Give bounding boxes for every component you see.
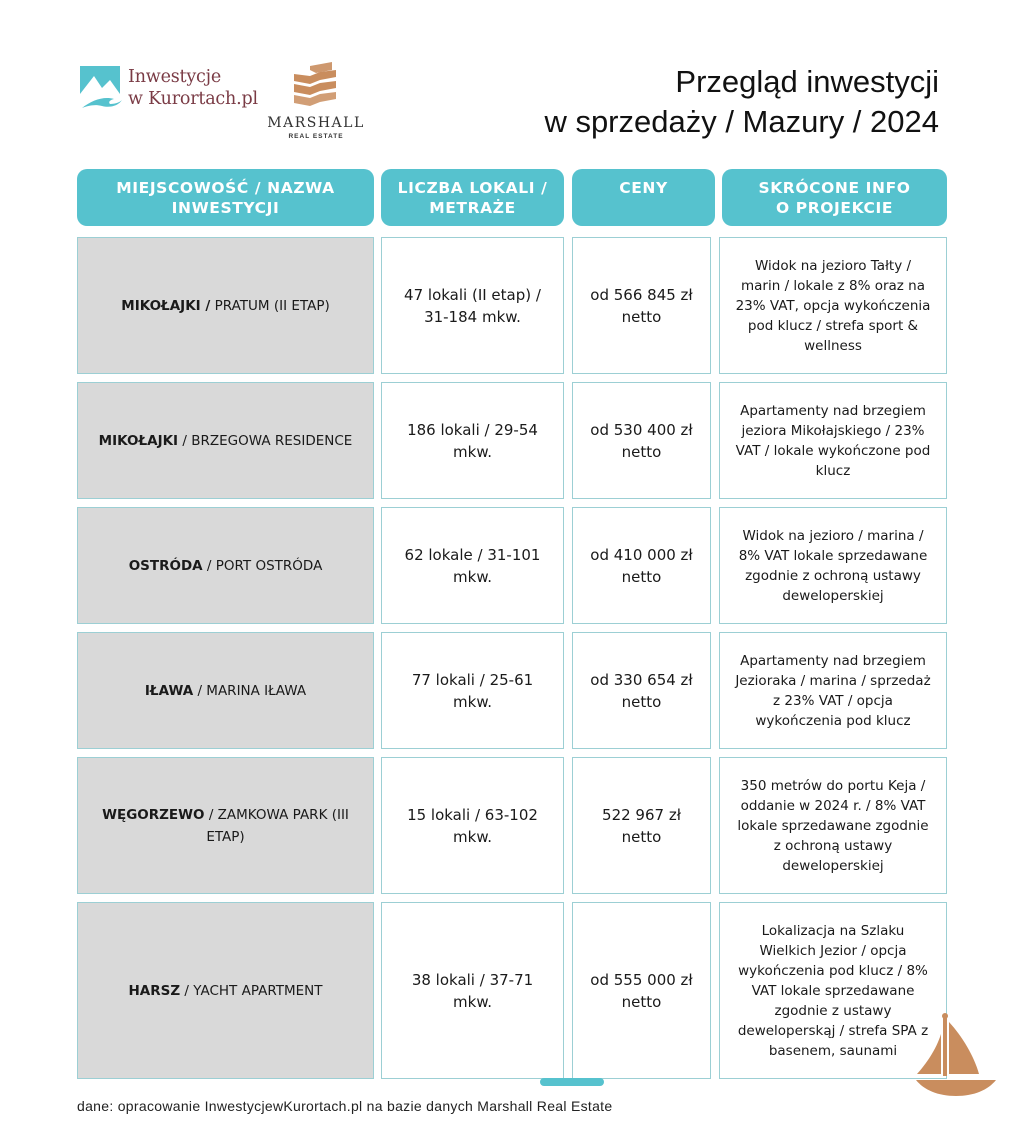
mountain-wave-icon (80, 66, 122, 110)
info-cell: Apartamenty nad brzegiem Jezioraka / marina / sprzedaż z 23% VAT / opcja wykończenia pod klucz (719, 632, 947, 749)
city-name: OSTRÓDA (128, 557, 203, 574)
header-prices (572, 169, 715, 226)
location-cell (77, 632, 374, 749)
title-line-1: Przegląd inwestycji (675, 64, 939, 99)
logo-line-1: Inwestycje (128, 67, 222, 87)
building-chevrons-icon (292, 62, 338, 106)
investment-name: PRATUM (II ETAP) (210, 297, 330, 314)
investment-name: / PORT OSTRÓDA (202, 557, 323, 574)
price-cell: 522 967 zł netto (572, 757, 711, 894)
marshall-subtitle: REAL ESTATE (288, 133, 344, 140)
city-name: IŁAWA (144, 682, 194, 699)
location-cell (77, 902, 374, 1079)
investment-name: / BRZEGOWA RESIDENCE (178, 432, 353, 449)
page-title (544, 62, 939, 142)
city-name: WĘGORZEWO (102, 806, 205, 823)
title-line-2: w sprzedaży / Mazury / 2024 (544, 104, 939, 139)
units-cell: 77 lokali / 25-61 mkw. (381, 632, 564, 749)
price-cell: od 566 845 zł netto (572, 237, 711, 374)
location-cell (77, 237, 374, 374)
units-cell: 47 lokali (II etap) / 31-184 mkw. (381, 237, 564, 374)
price-cell: od 555 000 zł netto (572, 902, 711, 1079)
logo-line-2: w Kurortach.pl (128, 89, 258, 109)
info-cell: Widok na jezioro Tałty / marin / lokale z 8% oraz na 23% VAT, opcja wykończenia pod klucz / strefa sport & wellness (719, 237, 947, 374)
sailboat-icon (912, 1012, 998, 1098)
location-cell (77, 507, 374, 624)
investment-name: / MARINA IŁAWA (193, 682, 307, 699)
header-location-line2: INWESTYCJI (171, 199, 280, 217)
price-cell: od 410 000 zł netto (572, 507, 711, 624)
marshall-name: MARSHALL (267, 115, 365, 131)
inwestycje-w-kurortach-logo (80, 64, 260, 114)
units-cell: 38 lokali / 37-71 mkw. (381, 902, 564, 1079)
header-info-line1: SKRÓCONE INFO (758, 179, 911, 197)
header-info-line2: O PROJEKCIE (775, 199, 894, 217)
header-prices-line1: CENY (619, 179, 668, 197)
city-name: MIKOŁAJKI (98, 432, 179, 449)
marshall-logo (262, 60, 372, 140)
scroll-indicator (540, 1078, 604, 1086)
header-location-line1: MIEJSCOWOŚĆ / NAZWA (116, 179, 335, 197)
header-units-line1: LICZBA LOKALI / (397, 179, 548, 197)
info-cell: 350 metrów do portu Keja / oddanie w 2024 r. / 8% VAT lokale sprzedawane zgodnie z ochroną ustawy deweloperskiej (719, 757, 947, 894)
header-units (381, 169, 564, 226)
header-info (722, 169, 947, 226)
source-note: dane: opracowanie InwestycjewKurortach.pl na bazie danych Marshall Real Estate (77, 1098, 613, 1114)
info-cell: Apartamenty nad brzegiem jeziora Mikołajskiego / 23% VAT / lokale wykończone pod klucz (719, 382, 947, 499)
price-cell: od 530 400 zł netto (572, 382, 711, 499)
city-name: MIKOŁAJKI / (121, 297, 211, 314)
units-cell: 62 lokale / 31-101 mkw. (381, 507, 564, 624)
units-cell: 186 lokali / 29-54 mkw. (381, 382, 564, 499)
investment-name: / ZAMKOWA PARK (III ETAP) (204, 806, 349, 845)
header-location (77, 169, 374, 226)
units-cell: 15 lokali / 63-102 mkw. (381, 757, 564, 894)
header-units-line2: METRAŻE (429, 199, 516, 217)
investment-name: / YACHT APARTMENT (180, 982, 323, 999)
info-cell: Widok na jezioro / marina / 8% VAT lokale sprzedawane zgodnie z ochroną ustawy deweloperskiej (719, 507, 947, 624)
location-cell (77, 757, 374, 894)
location-cell (77, 382, 374, 499)
info-cell: Lokalizacja na Szlaku Wielkich Jezior / opcja wykończenia pod klucz / 8% VAT lokale sprzedawane zgodnie z ustawy deweloperskąj / strefa SPA z basenem, saunami (719, 902, 947, 1079)
price-cell: od 330 654 zł netto (572, 632, 711, 749)
city-name: HARSZ (128, 982, 181, 999)
